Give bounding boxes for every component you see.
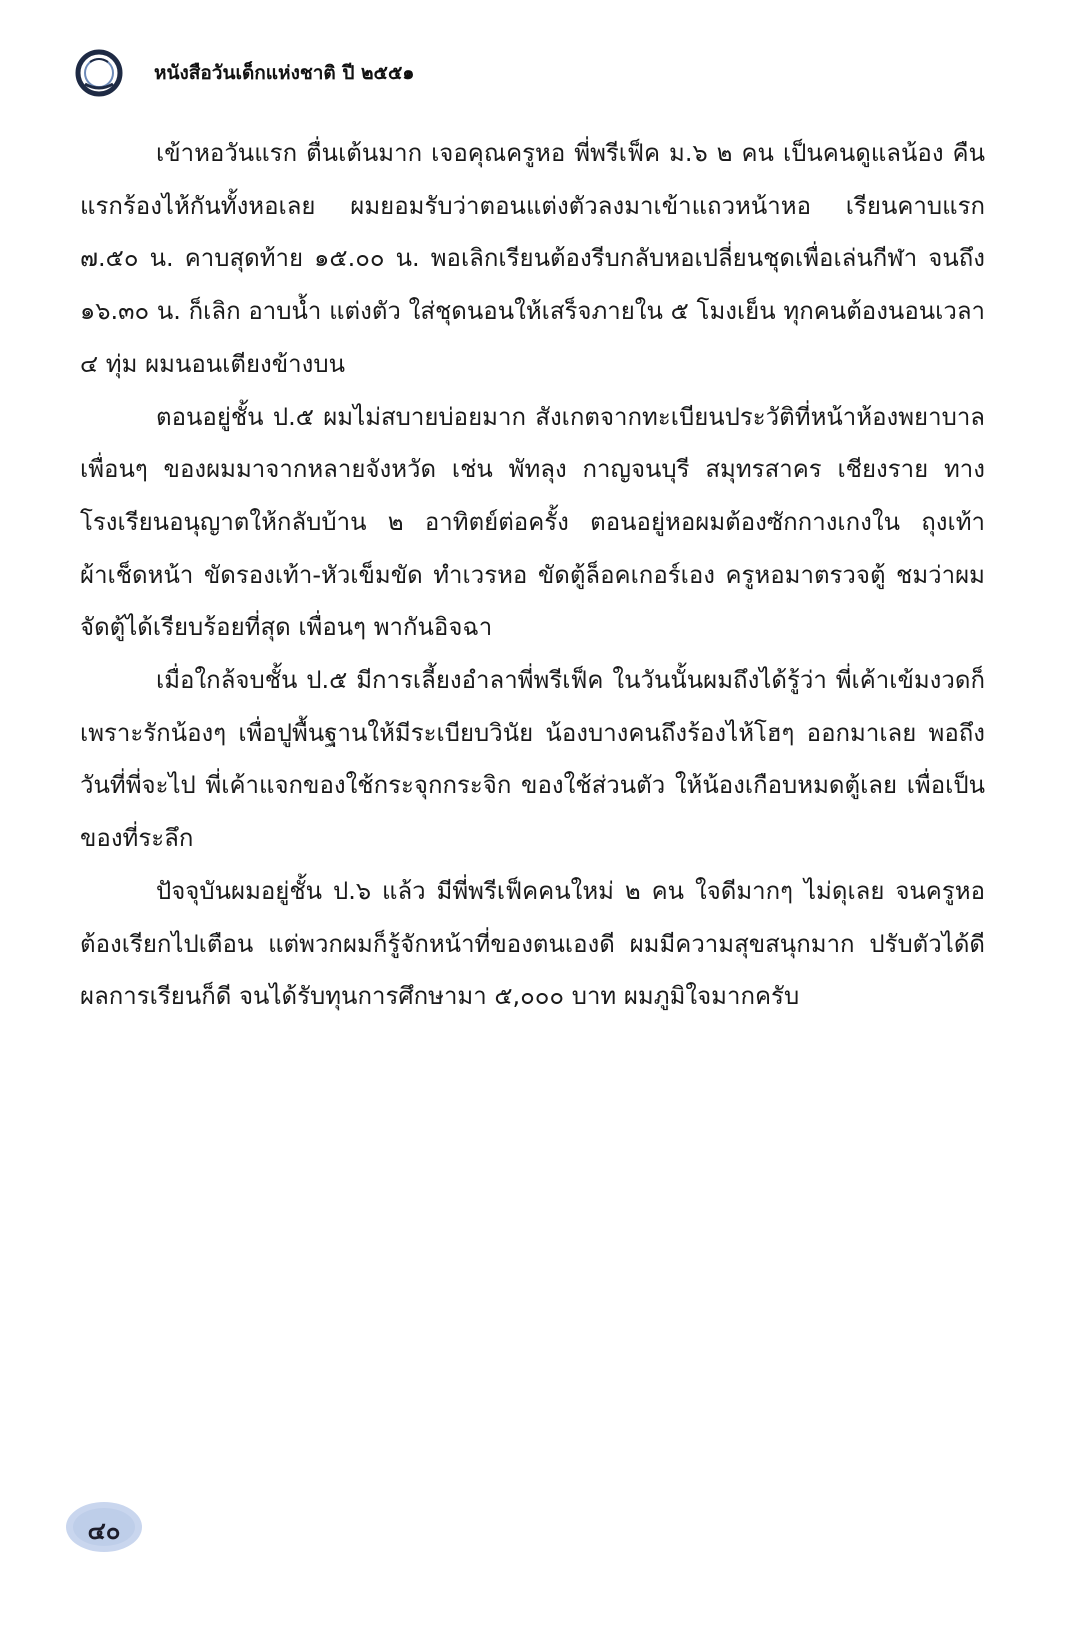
paragraph-grade-6-present: ปัจจุบันผมอยู่ชั้น ป.๖ แล้ว มีพี่พรีเฟ็คคนใหม่ ๒ คน ใจดีมากๆ ไม่ดุเลย จนครูหอต้องเรียกไปเตือน แต่พวกผมก็รู้จักหน้าที่ของตนเองดี ผมมีความสุขสนุกมาก ปรับตัวได้ดี ผลการเรียนก็ดี จนได้รับทุนการศึกษามา ๕,๐๐๐ บาท ผมภูมิใจมากครับ [80, 876, 985, 1011]
book-title: หนังสือวันเด็กแห่งชาติ ปี ๒๕๕๑ [154, 62, 415, 84]
paragraph-dorm-first-day: เข้าหอวันแรก ตื่นเต้นมาก เจอคุณครูหอ พี่พรีเฟ็ค ม.๖ ๒ คน เป็นคนดูแลน้อง คืนแรกร้องไห้กันทั้งหอเลย ผมยอมรับว่าตอนแต่งตัวลงมาเข้าแถวหน้าหอ เรียนคาบแรก ๗.๕๐ น. คาบสุดท้าย ๑๕.๐๐ น. พอเลิกเรียนต้องรีบกลับหอเปลี่ยนชุดเพื่อเล่นกีฬา จนถึง ๑๖.๓๐ น. ก็เลิก อาบน้ำ แต่งตัว ใส่ชุดนอนให้เสร็จภายใน ๕ โมงเย็น ทุกคนต้องนอนเวลา ๔ ทุ่ม ผมนอนเตียงข้างบน [80, 139, 985, 378]
page-header [74, 44, 974, 100]
book-ring-logo-icon [74, 48, 124, 98]
paragraph-farewell-prefect: เมื่อใกล้จบชั้น ป.๕ มีการเลี้ยงอำลาพี่พรีเฟ็ค ในวันนั้นผมถึงได้รู้ว่า พี่เค้าเข้มงวดก็เพราะรักน้องๆ เพื่อปูพื้นฐานให้มีระเบียบวินัย น้องบางคนถึงร้องไห้โฮๆ ออกมาเลย พอถึงวันที่พี่จะไป พี่เค้าแจกของใช้กระจุกกระจิก ของใช้ส่วนตัว ให้น้องเกือบหมดตู้เลย เพื่อเป็นของที่ระลึก [80, 666, 985, 853]
article-body [80, 127, 985, 1023]
page-number: ๔๐ [87, 1517, 121, 1545]
paragraph-grade-5-life: ตอนอยู่ชั้น ป.๕ ผมไม่สบายบ่อยมาก สังเกตจากทะเบียนประวัติที่หน้าห้องพยาบาล เพื่อนๆ ของผมมาจากหลายจังหวัด เช่น พัทลุง กาญจนบุรี สมุทรสาคร เชียงราย ทางโรงเรียนอนุญาตให้กลับบ้าน ๒ อาทิตย์ต่อครั้ง ตอนอยู่หอผมต้องซักกางเกงใน ถุงเท้า ผ้าเช็ดหน้า ขัดรองเท้า-หัวเข็มขัด ทำเวรหอ ขัดตู้ล็อคเกอร์เอง ครูหอมาตรวจตู้ ชมว่าผมจัดตู้ได้เรียบร้อยที่สุด เพื่อนๆ พากันอิจฉา [80, 402, 986, 642]
